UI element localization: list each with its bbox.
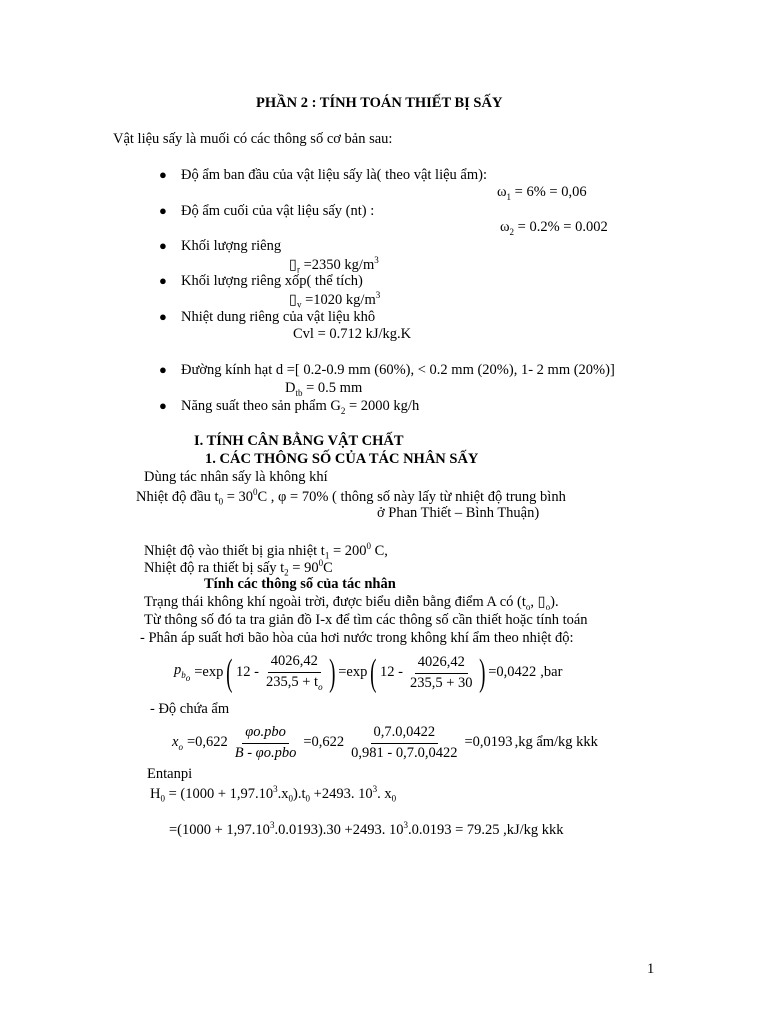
text-line: Trạng thái không khí ngoài trời, được biểu diễn bằng điểm A có ($t_o$, $▯_o$). bbox=[144, 594, 559, 612]
bullet-icon: ● bbox=[159, 238, 167, 253]
text-line: ở Phan Thiết – Bình Thuận) bbox=[377, 505, 540, 521]
fraction: $\frac{4026,42}{235,5 + t_o}$ bbox=[266, 653, 323, 692]
equation-saturation-pressure: $p_{b_o}$ =exp ( 12 - $\frac{4026,42}{235,5 + t_o}$ ) =exp ( 12 - $\frac{4026,42}{235,5 + 30}$ ) =0,0422 ,bar bbox=[174, 652, 563, 694]
bullet-moisture-initial: Độ ẩm ban đầu của vật liệu sấy là( theo vật liệu ẩm): bbox=[181, 167, 488, 183]
bullet-density: Khối lượng riêng bbox=[181, 238, 282, 254]
text-line: Nhiệt độ đầu $t_0 = 30^0C$ , φ = 70% ( thông số này lấy từ nhiệt độ trung bình bbox=[136, 487, 566, 507]
bullet-productivity: Năng suất theo sản phẩm $G_2 = 2000$ kg/h bbox=[181, 398, 420, 416]
eq-lhs: $p_{b_o}$ bbox=[174, 662, 191, 683]
text-line: Entanpi bbox=[147, 766, 193, 782]
moisture-initial-value: $\omega_1 = 6\% = 0,06$ bbox=[497, 184, 587, 202]
bullet-icon: ● bbox=[159, 203, 167, 218]
text-line: - Độ chứa ẩm bbox=[150, 701, 230, 717]
subsection-heading: 1. CÁC THÔNG SỐ CỦA TÁC NHÂN SẤY bbox=[205, 451, 479, 467]
page-number: 1 bbox=[647, 961, 655, 977]
specific-heat-value: Cvl = 0.712 kJ/kg.K bbox=[293, 326, 412, 342]
text-line: Nhiệt độ ra thiết bị sấy $t_2 = 90^0C$ bbox=[144, 558, 333, 578]
bullet-icon: ● bbox=[159, 398, 167, 413]
fraction: $\frac{\text{φo.pbo}}{\text{B - φo.pbo}}$ bbox=[234, 724, 297, 761]
text-line: Dùng tác nhân sấy là không khí bbox=[144, 469, 328, 485]
text-line: Nhiệt độ vào thiết bị gia nhiệt $t_1 = 200^0$ C, bbox=[144, 541, 388, 561]
bullet-icon: ● bbox=[159, 167, 167, 182]
bullet-icon: ● bbox=[159, 309, 167, 324]
density-value: $▯_r =2350$ $kg/m^3$ bbox=[289, 255, 379, 275]
bullet-bulk-density: Khối lượng riêng xốp( thể tích) bbox=[181, 273, 363, 289]
bulk-density-value: $▯_v =1020$ $kg/m^3$ bbox=[289, 290, 381, 310]
bullet-particle-diameter: Đường kính hạt d =[ 0.2-0.9 mm (60%), < 0.2 mm (20%), 1- 2 mm (20%)] bbox=[181, 362, 615, 378]
bullet-specific-heat: Nhiệt dung riêng của vật liệu khô bbox=[181, 309, 376, 325]
eq-exp: =exp bbox=[194, 664, 224, 681]
bullet-moisture-final: Độ ẩm cuối của vật liệu sấy (nt) : bbox=[181, 203, 375, 219]
intro-text: Vật liệu sấy là muối có các thông số cơ bản sau: bbox=[113, 131, 393, 147]
text-line: $=(1000 + 1,97.10^3.0.0193).30 +2493$. $10^3.0.0193 = 79.25$ ,kJ/kg kkk bbox=[169, 820, 564, 838]
fraction: $\frac{0,7.0,0422}{0,981 - 0,7.0,0422}$ bbox=[351, 724, 458, 761]
page-title: PHẦN 2 : TÍNH TOÁN THIẾT BỊ SẤY bbox=[256, 95, 503, 111]
text-line-bold: Tính các thông số của tác nhân bbox=[204, 576, 396, 592]
moisture-final-value: $\omega_2 = 0.2\% = 0.002$ bbox=[500, 219, 608, 237]
text-line: $H_0 = (1000 + 1,97.10^3.x_0).t_0 +2493$. $10^3$. $x_0$ bbox=[150, 784, 397, 804]
diameter-value: $D_{tb} = 0.5$ mm bbox=[285, 380, 363, 398]
equation-moisture-content: $x_o$ =0,622 $\frac{\text{φo.pbo}}{\text{B - φo.pbo}}$ =0,622 $\frac{0,7.0,0422}{0,981 - 0,7.0,0422}$ =0,0193 ,kg ẩm/kg kkk bbox=[172, 724, 598, 761]
section-heading: I. TÍNH CÂN BẰNG VẬT CHẤT bbox=[194, 433, 404, 449]
fraction: $\frac{4026,42}{235,5 + 30}$ bbox=[410, 654, 473, 691]
bullet-icon: ● bbox=[159, 273, 167, 288]
text-line: Từ thông số đó ta tra giản đồ I-x để tìm các thông số cần thiết hoặc tính toán bbox=[144, 612, 588, 628]
bullet-icon: ● bbox=[159, 362, 167, 377]
text-line: - Phân áp suất hơi bão hòa của hơi nước trong không khí ẩm theo nhiệt độ: bbox=[140, 630, 574, 646]
